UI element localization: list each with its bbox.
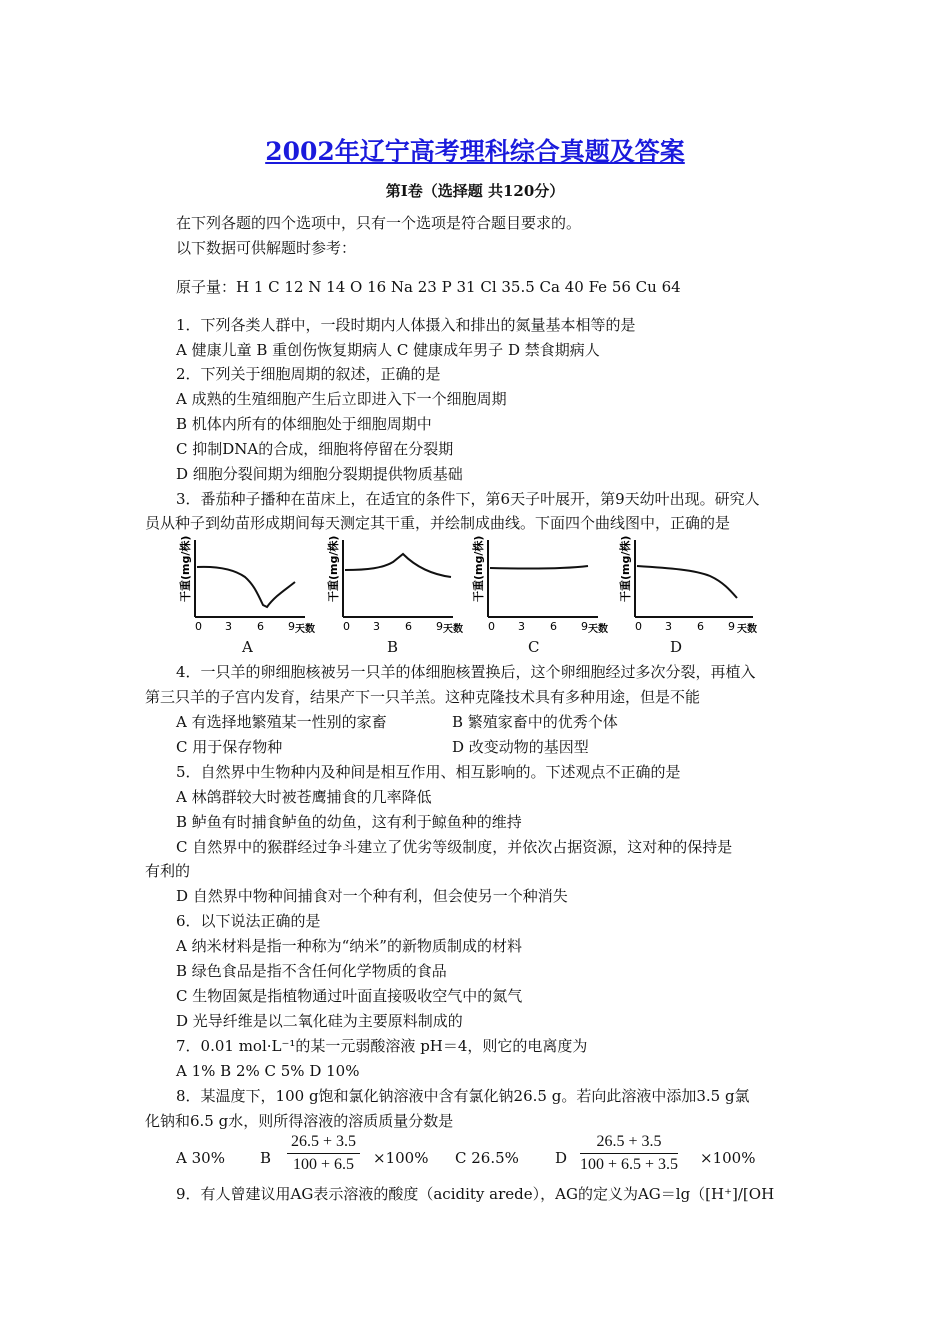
graph-c-ylabel: 干重(mg/株) [472, 535, 485, 602]
graph-d [615, 532, 765, 637]
q8-option-a: A 30% [176, 1149, 225, 1167]
q6-stem: 6．以下说法正确的是 [176, 912, 321, 930]
q4-option-c: C 用于保存物种 [176, 738, 283, 756]
q3-stem-1: 3．番茄种子播种在苗床上，在适宜的条件下，第6天子叶展开，第9天幼叶出现。研究人 [176, 490, 760, 508]
graph-label-b: B [387, 638, 399, 656]
q2-option-d: D 细胞分裂间期为细胞分裂期提供物质基础 [176, 465, 463, 483]
q5-stem: 5．自然界中生物种内及种间是相互作用、相互影响的。下述观点不正确的是 [176, 763, 681, 781]
q2-option-c: C 抑制DNA的合成，细胞将停留在分裂期 [176, 440, 454, 458]
q7-options: A 1% B 2% C 5% D 10% [176, 1062, 360, 1080]
q8-option-d-letter: D [555, 1149, 568, 1167]
svg-text:天数: 天数 [737, 624, 757, 635]
svg-text:3: 3 [225, 620, 232, 633]
section-heading: 第Ⅰ卷（选择题 共120分） [385, 182, 565, 200]
svg-text:9: 9 [288, 620, 295, 633]
q7-stem: 7．0.01 mol·L⁻¹的某一元弱酸溶液 pH＝4，则它的电离度为 [176, 1037, 588, 1055]
q8-b-numerator: 26.5 + 3.5 [287, 1133, 360, 1154]
q9-stem: 9．有人曾建议用AG表示溶液的酸度（acidity arede），AG的定义为AG＝lg（[H⁺]/[OH [176, 1185, 775, 1203]
svg-text:天数: 天数 [588, 624, 608, 635]
svg-text:3: 3 [373, 620, 380, 633]
q6-option-b: B 绿色食品是指不含任何化学物质的食品 [176, 962, 447, 980]
q5-option-d: D 自然界中物种间捕食对一个种有利，但会使另一个种消失 [176, 887, 568, 905]
q8-option-b-letter: B [260, 1149, 272, 1167]
q1-options: A 健康儿童 B 重创伤恢复期病人 C 健康成年男子 D 禁食期病人 [176, 341, 600, 359]
q8-option-d-suffix: ×100% [700, 1149, 756, 1167]
q5-option-c: C 自然界中的猴群经过争斗建立了优劣等级制度，并依次占据资源，这对种的保持是 [176, 838, 733, 856]
q8-option-b-suffix: ×100% [373, 1149, 429, 1167]
q8-b-denominator: 100 + 6.5 [293, 1156, 355, 1173]
svg-text:天数: 天数 [295, 624, 315, 635]
graph-c [468, 532, 608, 637]
graph-b-ylabel: 干重(mg/株) [327, 535, 340, 602]
svg-text:6: 6 [550, 620, 557, 633]
svg-text:6: 6 [697, 620, 704, 633]
q3-graphs [175, 532, 775, 657]
graph-b [323, 532, 463, 637]
q6-option-c: C 生物固氮是指植物通过叶面直接吸收空气中的氮气 [176, 987, 523, 1005]
q6-option-a: A 纳米材料是指一种称为“纳米”的新物质制成的材料 [176, 937, 522, 955]
graph-a-ylabel: 干重(mg/株) [179, 535, 192, 602]
graph-label-c: C [528, 638, 540, 656]
q4-stem-2: 第三只羊的子宫内发育，结果产下一只羊羔。这种克隆技术具有多种用途，但是不能 [145, 688, 701, 706]
q8-d-denominator: 100 + 6.5 + 3.5 [580, 1156, 679, 1173]
page-title[interactable]: 2002年辽宁高考理科综合真题及答案 [265, 137, 685, 166]
q2-option-b: B 机体内所有的体细胞处于细胞周期中 [176, 415, 432, 433]
q8-option-b-fraction [287, 1133, 360, 1174]
q4-stem-1: 4．一只羊的卵细胞核被另一只羊的体细胞核置换后，这个卵细胞经过多次分裂，再植入 [176, 663, 756, 681]
svg-text:天数: 天数 [443, 624, 463, 635]
svg-text:9: 9 [728, 620, 735, 633]
graph-b-curve [345, 554, 451, 577]
svg-text:6: 6 [257, 620, 264, 633]
graph-c-curve [490, 566, 588, 569]
graph-d-curve [637, 566, 737, 598]
q1-stem: 1．下列各类人群中，一段时期内人体摄入和排出的氮量基本相等的是 [176, 316, 636, 334]
q8-d-numerator: 26.5 + 3.5 [580, 1133, 678, 1154]
graph-a-curve [197, 567, 295, 607]
svg-text:6: 6 [405, 620, 412, 633]
graph-d-ylabel: 干重(mg/株) [619, 535, 632, 602]
q3-stem-2: 员从种子到幼苗形成期间每天测定其干重，并绘制成曲线。下面四个曲线图中，正确的是 [145, 514, 731, 532]
intro-line-2: 以下数据可供解题时参考： [176, 239, 357, 257]
q4-option-b: B 繁殖家畜中的优秀个体 [452, 713, 618, 731]
q4-option-d: D 改变动物的基因型 [452, 738, 589, 756]
q5-option-b: B 鲈鱼有时捕食鲈鱼的幼鱼，这有利于鲸鱼种的维持 [176, 813, 522, 831]
graph-a [175, 532, 315, 637]
q8-stem-2: 化钠和6.5 g水，则所得溶液的溶质质量分数是 [145, 1112, 454, 1130]
q8-stem-1: 8．某温度下，100 g饱和氯化钠溶液中含有氯化钠26.5 g。若向此溶液中添加3.5 g氯 [176, 1087, 750, 1105]
q4-option-a: A 有选择地繁殖某一性别的家畜 [176, 713, 387, 731]
svg-text:0: 0 [343, 620, 350, 633]
graph-label-a: A [242, 638, 253, 656]
graph-label-d: D [670, 638, 683, 656]
q6-option-d: D 光导纤维是以二氧化硅为主要原料制成的 [176, 1012, 463, 1030]
q5-option-c-cont: 有利的 [145, 862, 191, 880]
svg-text:0: 0 [488, 620, 495, 633]
intro-line-1: 在下列各题的四个选项中，只有一个选项是符合题目要求的。 [176, 214, 582, 232]
svg-text:9: 9 [581, 620, 588, 633]
q2-option-a: A 成熟的生殖细胞产生后立即进入下一个细胞周期 [176, 390, 507, 408]
q8-option-d-fraction [580, 1133, 678, 1174]
q2-stem: 2．下列关于细胞周期的叙述，正确的是 [176, 365, 441, 383]
svg-text:3: 3 [518, 620, 525, 633]
atomic-weights: 原子量：H 1 C 12 N 14 O 16 Na 23 P 31 Cl 35.5 Ca 40 Fe 56 Cu 64 [176, 278, 681, 296]
q8-option-c: C 26.5% [455, 1149, 519, 1167]
svg-text:9: 9 [436, 620, 443, 633]
q5-option-a: A 林鸽群较大时被苍鹰捕食的几率降低 [176, 788, 432, 806]
svg-text:0: 0 [195, 620, 202, 633]
svg-text:0: 0 [635, 620, 642, 633]
svg-text:3: 3 [665, 620, 672, 633]
